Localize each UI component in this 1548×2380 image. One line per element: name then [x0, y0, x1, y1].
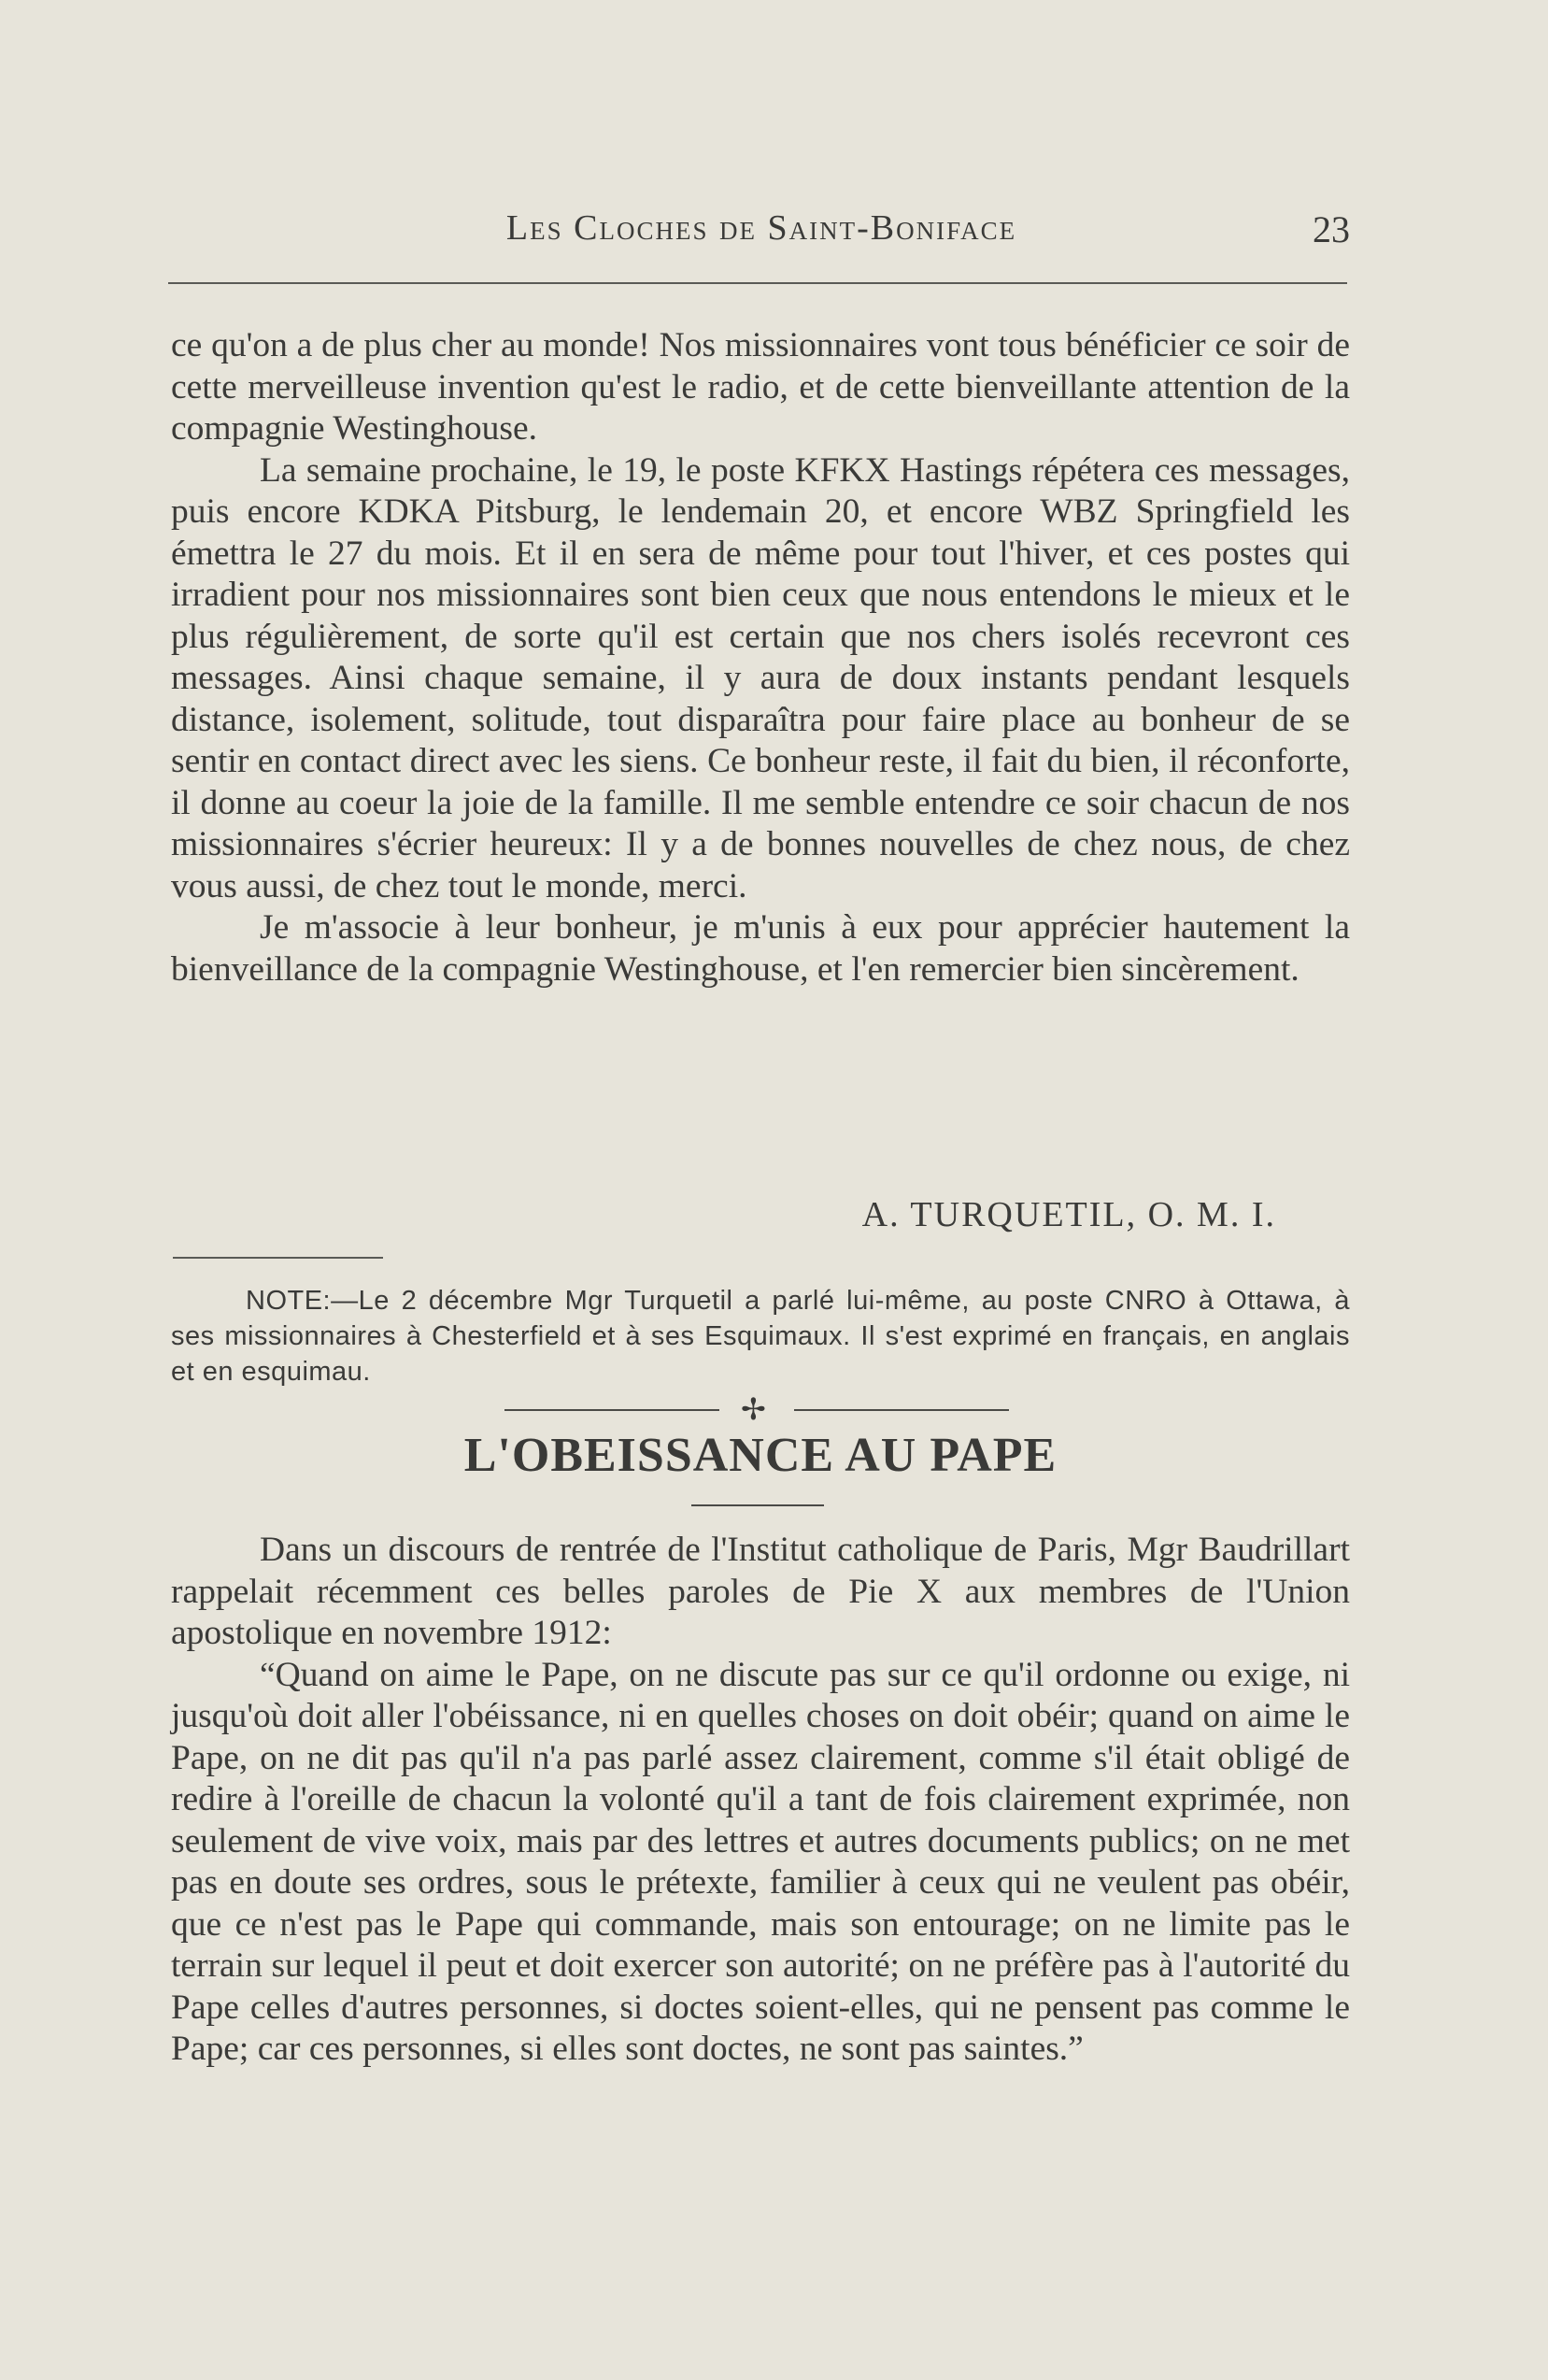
section-ornament	[495, 1390, 1018, 1428]
paragraph: Dans un discours de rentrée de l'Institut catholique de Paris, Mgr Baudrillart rappelait récemment ces belles paroles de Pie X aux membres de l'Union apostolique en novembre 1912:	[171, 1531, 1350, 1652]
paragraph: ce qu'on a de plus cher au monde! Nos missionnaires vont tous bénéficier ce soir de cette merveilleuse invention qu'est le radio, et de cette bienveillante attention de la compagnie Westinghouse.	[171, 326, 1350, 448]
running-header	[173, 207, 1350, 264]
title-rule	[691, 1504, 824, 1506]
header-rule	[168, 282, 1347, 284]
article-body	[171, 325, 1350, 990]
paragraph: La semaine prochaine, le 19, le poste KFKX Hastings répétera ces messages, puis encore KDKA Pitsburg, le lendemain 20, et encore WBZ Springfield les émettra le 27 du mois. Et il en sera de même pour tout l'hiver, et ces postes qui irradient pour nos missionnaires sont bien ceux que nous entendons le mieux et le plus régulièrement, de sorte qu'il est certain que nos chers isolés recevront ces messages. Ainsi chaque semaine, il y aura de doux instants pendant lesquels distance, isolement, solitude, tout disparaîtra pour faire place au bonheur de se sentir en contact direct avec les siens. Ce bonheur reste, il fait du bien, il réconforte, il donne au coeur la joie de la famille. Il me semble entendre ce soir chacun de nos missionnaires s'écrier heureux: Il y a de bonnes nouvelles de chez nous, de chez vous aussi, de chez tout le monde, merci.	[171, 450, 1350, 905]
ornament-line-right	[794, 1409, 1009, 1411]
ornament-line-left	[504, 1409, 719, 1411]
running-title: Les Cloches de Saint-Boniface	[505, 208, 1017, 248]
note-rule	[173, 1257, 383, 1259]
note	[171, 1283, 1350, 1390]
signature: A. TURQUETIL, O. M. I.	[861, 1195, 1276, 1234]
quote-paragraph: “Quand on aime le Pape, on ne discute pas sur ce qu'il ordonne ou exige, ni jusqu'où doit aller l'obéissance, ni en quelles choses on doit obéir; quand on aime le Pape, on ne dit pas qu'il n'a pas parlé assez clairement, comme s'il était obligé de redire à l'oreille de chacun la volonté qu'il a tant de fois clairement exprimée, non seulement de vive voix, mais par des lettres et autres documents publics; on ne met pas en doute ses ordres, sous le prétexte, familier à ceux qui ne veulent pas obéir, que ce n'est pas le Pape qui commande, mais son entourage; on ne limite pas le terrain sur lequel il peut et doit exercer son autorité; on ne préfère pas à l'autorité du Pape celles d'autres personnes, si doctes soient-elles, qui ne pensent pas comme le Pape; car ces personnes, si elles sont doctes, ne sont pas saintes.”	[171, 1655, 1350, 2068]
article-body-2	[171, 1530, 1350, 2071]
section-title: L'OBEISSANCE AU PAPE	[463, 1429, 1058, 1482]
page-number: 23	[1313, 208, 1350, 250]
note-text: NOTE:—Le 2 décembre Mgr Turquetil a parlé lui-même, au poste CNRO à Ottawa, à ses missionnaires à Chesterfield et à ses Esquimaux. Il s'est exprimé en français, en anglais et en esquimau.	[171, 1286, 1350, 1387]
cross-ornament-icon: ✢	[741, 1392, 766, 1426]
paragraph: Je m'associe à leur bonheur, je m'unis à eux pour apprécier hautement la bienveillance de la compagnie Westinghouse, et l'en remercier bien sincèrement.	[171, 908, 1350, 989]
